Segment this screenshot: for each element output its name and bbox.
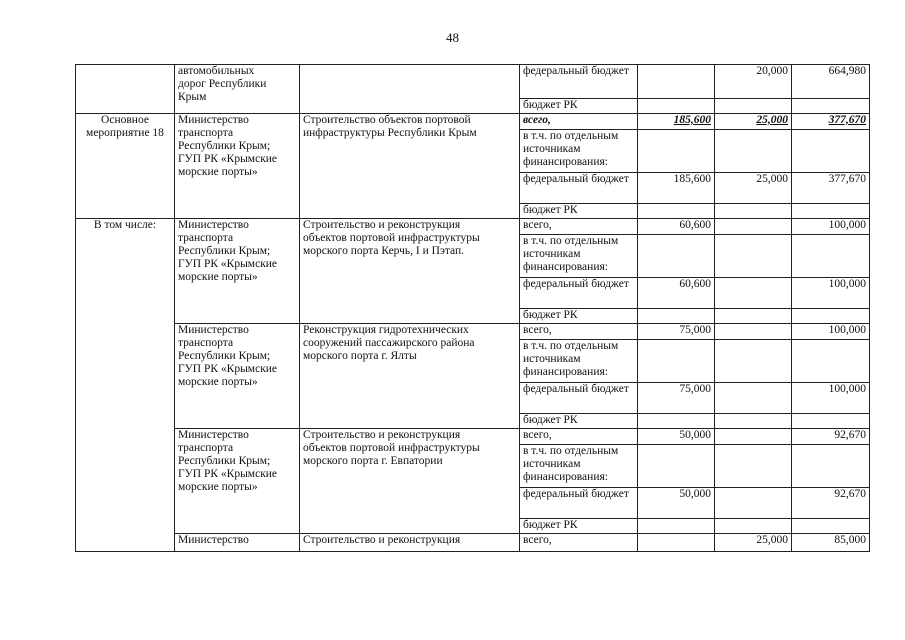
value-cell: 25,000 xyxy=(715,173,792,204)
value-cell: 50,000 xyxy=(638,429,715,445)
source-label: всего, xyxy=(520,324,638,340)
source-label: федеральный бюджет xyxy=(520,173,638,204)
executor-cell: автомобильных дорог Республики Крым xyxy=(175,65,300,114)
value-cell: 92,670 xyxy=(792,429,870,445)
source-label: всего, xyxy=(520,114,638,130)
value-cell: 25,000 xyxy=(715,534,792,552)
value-cell xyxy=(638,65,715,99)
table-row xyxy=(76,534,870,552)
source-label: в т.ч. по отдельным источникам финансирования: xyxy=(520,340,638,383)
value-cell xyxy=(638,534,715,552)
source-label: федеральный бюджет xyxy=(520,383,638,414)
value-cell: 664,980 xyxy=(792,65,870,99)
value-cell: 60,600 xyxy=(638,278,715,309)
title-cell: Строительство и реконструкция объектов портовой инфраструктуры морского порта г. Евпатории xyxy=(300,429,520,534)
executor-cell: Министерство транспорта Республики Крым; ГУП РК «Крымские морские порты» xyxy=(175,114,300,219)
source-label: федеральный бюджет xyxy=(520,278,638,309)
value-cell: 85,000 xyxy=(792,534,870,552)
row-label-cell: Основное мероприятие 18 xyxy=(76,114,175,219)
source-label: бюджет РК xyxy=(520,414,638,429)
title-cell: Строительство и реконструкция xyxy=(300,534,520,552)
title-cell xyxy=(300,65,520,114)
value-cell: 100,000 xyxy=(792,383,870,414)
title-cell: Реконструкция гидротехнических сооружений пассажирского района морского порта г. Ялты xyxy=(300,324,520,429)
table-row xyxy=(76,324,870,340)
source-label: бюджет РК xyxy=(520,309,638,324)
value-cell xyxy=(715,383,792,414)
source-label: бюджет РК xyxy=(520,99,638,114)
table-row xyxy=(76,429,870,445)
source-label: федеральный бюджет xyxy=(520,488,638,519)
value-cell: 185,600 xyxy=(638,173,715,204)
value-cell xyxy=(715,278,792,309)
source-label: в т.ч. по отдельным источникам финансирования: xyxy=(520,235,638,278)
title-cell: Строительство объектов портовой инфраструктуры Республики Крым xyxy=(300,114,520,219)
title-cell: Строительство и реконструкция объектов портовой инфраструктуры морского порта Керчь, I и Пэтап. xyxy=(300,219,520,324)
budget-table xyxy=(75,64,870,552)
value-cell xyxy=(715,488,792,519)
value-cell: 75,000 xyxy=(638,324,715,340)
value-cell: 20,000 xyxy=(715,65,792,99)
row-label-cell: В том числе: xyxy=(76,219,175,552)
source-label: в т.ч. по отдельным источникам финансирования: xyxy=(520,445,638,488)
value-cell: 377,670 xyxy=(792,173,870,204)
table-row xyxy=(76,219,870,235)
executor-cell: Министерство транспорта Республики Крым; ГУП РК «Крымские морские порты» xyxy=(175,429,300,534)
page-number: 48 xyxy=(446,30,459,45)
source-label: всего, xyxy=(520,429,638,445)
row-label-cell xyxy=(76,65,175,114)
value-cell xyxy=(715,219,792,235)
value-cell: 50,000 xyxy=(638,488,715,519)
value-cell: 100,000 xyxy=(792,219,870,235)
value-cell: 185,600 xyxy=(673,114,711,126)
value-cell: 100,000 xyxy=(792,324,870,340)
table-row xyxy=(76,65,870,99)
executor-cell: Министерство транспорта Республики Крым; ГУП РК «Крымские морские порты» xyxy=(175,219,300,324)
value-cell: 25,000 xyxy=(756,114,788,126)
value-cell: 60,600 xyxy=(638,219,715,235)
value-cell: 75,000 xyxy=(638,383,715,414)
table-row xyxy=(76,114,870,130)
value-cell: 100,000 xyxy=(792,278,870,309)
source-label: бюджет РК xyxy=(520,204,638,219)
executor-cell: Министерство xyxy=(175,534,300,552)
source-label: всего, xyxy=(520,219,638,235)
source-label: в т.ч. по отдельным источникам финансирования: xyxy=(520,130,638,173)
executor-cell: Министерство транспорта Республики Крым; ГУП РК «Крымские морские порты» xyxy=(175,324,300,429)
source-label: всего, xyxy=(520,534,638,552)
source-label: бюджет РК xyxy=(520,519,638,534)
value-cell: 377,670 xyxy=(828,114,866,126)
value-cell xyxy=(715,429,792,445)
value-cell xyxy=(715,324,792,340)
value-cell: 92,670 xyxy=(792,488,870,519)
source-label: федеральный бюджет xyxy=(520,65,638,99)
